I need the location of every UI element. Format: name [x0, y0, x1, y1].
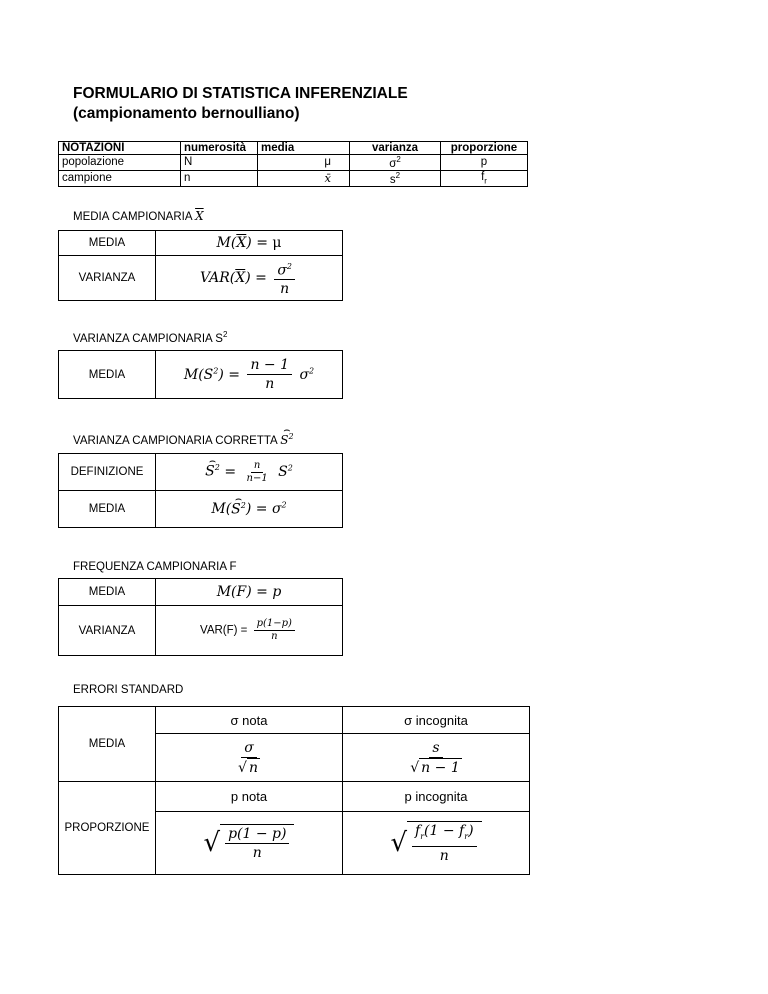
s-symbol: s: [389, 173, 396, 186]
errori-standard-table: [58, 706, 530, 875]
frequenza-campionaria-table: [58, 578, 343, 656]
table-row: [59, 606, 343, 656]
table-row: [59, 351, 343, 399]
row-label: MEDIA: [59, 579, 156, 606]
header-cell: proporzione: [441, 142, 528, 155]
formula-cell: [156, 231, 343, 256]
sigma-symbol: σ: [389, 157, 397, 170]
varianza-corretta-table: [58, 453, 343, 528]
section-media-campionaria: [73, 209, 204, 223]
header-cell: numerosità: [181, 142, 258, 155]
table-row: [59, 256, 343, 301]
notazioni-table: [58, 141, 528, 187]
section-heading: MEDIA CAMPIONARIA: [73, 211, 192, 223]
formula-cell: [156, 454, 343, 491]
formula-varianza: $VAR(\overline{X})$ = $\frac{\sigma^2}{n}$: [200, 270, 298, 286]
superscript: 2: [396, 155, 401, 164]
table-row: [59, 707, 530, 734]
section-heading: FREQUENZA CAMPIONARIA F: [73, 561, 237, 573]
formula-cell: [343, 734, 530, 782]
formula-cell: [343, 812, 530, 875]
table-cell: [350, 155, 441, 171]
formula-se-media-nota: $\frac{\sigma}{√ n}$: [238, 739, 258, 776]
sqrt-icon: √: [390, 828, 408, 858]
superscript: 2: [395, 170, 401, 180]
varianza-campionaria-table: [58, 350, 343, 399]
table-row: [59, 231, 343, 256]
formula-cell: [156, 579, 343, 606]
section-heading: VARIANZA CAMPIONARIA S: [73, 332, 223, 345]
formula-cell: [156, 812, 343, 875]
table-cell: campione: [59, 170, 181, 186]
page-title: [73, 84, 408, 124]
column-header: σ incognita: [343, 707, 530, 734]
x-bar-symbol: $\overline{X}$: [195, 209, 204, 223]
table-cell: n: [181, 170, 258, 186]
table-cell: N: [181, 155, 258, 171]
table-row: [59, 782, 530, 812]
sqrt-icon: √: [203, 828, 221, 858]
row-label: MEDIA: [59, 231, 156, 256]
formula-se-prop-nota: $\frac{p(1 - p)}{n}$: [220, 824, 294, 862]
table-row: [59, 454, 343, 491]
section-varianza-campionaria: [73, 330, 227, 345]
column-header: σ nota: [156, 707, 343, 734]
table-header-row: [59, 142, 528, 155]
row-label: VARIANZA: [59, 256, 156, 301]
subscript: r: [484, 176, 487, 186]
table-row: [59, 170, 528, 186]
table-row: [59, 491, 343, 528]
row-label: MEDIA: [59, 491, 156, 528]
table-cell: x̄: [258, 170, 350, 186]
row-label: MEDIA: [59, 707, 156, 782]
f-symbol: f: [481, 171, 485, 184]
formula-media: $M(\overline{X}) = \mu$: [216, 235, 282, 251]
table-row: [59, 155, 528, 171]
formula-varianza-f-prefix: VAR(F) =: [200, 624, 248, 637]
column-header: p nota: [156, 782, 343, 812]
row-label: DEFINIZIONE: [59, 454, 156, 491]
formula-media-corretta: M(⌢ $S^2) = \sigma^2$: [211, 501, 286, 517]
formula-definizione: ⌢ $S^2$ = $\frac{n}{n-1}$ $S^2$: [205, 464, 293, 480]
section-heading: VARIANZA CAMPIONARIA CORRETTA: [73, 435, 278, 447]
header-cell: media: [258, 142, 350, 155]
formula-cell: [156, 256, 343, 301]
title-line-1: FORMULARIO DI STATISTICA INFERENZIALE: [73, 85, 408, 102]
table-cell: p: [441, 155, 528, 171]
section-errori-standard: [73, 684, 183, 696]
formula-se-media-incognita: $\frac{s}{√ n - 1}$: [410, 739, 460, 776]
table-cell: [441, 170, 528, 186]
formula-se-prop-incognita: $\frac{f_r(1 - f_r)}{n}$: [407, 821, 482, 865]
formula-cell: [156, 491, 343, 528]
media-campionaria-table: [58, 230, 343, 301]
row-label: MEDIA: [59, 351, 156, 399]
table-cell: μ: [258, 155, 350, 171]
formula-varianza-f-fraction: $\frac{p(1-p)}{n}$: [254, 618, 295, 643]
table-cell: popolazione: [59, 155, 181, 171]
row-label: PROPORZIONE: [59, 782, 156, 875]
table-cell: [350, 170, 441, 186]
superscript: 2: [222, 330, 228, 339]
header-cell: NOTAZIONI: [59, 142, 181, 155]
header-cell: varianza: [350, 142, 441, 155]
row-label: VARIANZA: [59, 606, 156, 656]
column-header: p incognita: [343, 782, 530, 812]
section-heading: ERRORI STANDARD: [73, 684, 184, 696]
table-row: [59, 579, 343, 606]
formula-cell: [156, 734, 343, 782]
s-hat-symbol: ⌢ $S^2$: [280, 432, 293, 447]
formula-cell: [156, 351, 343, 399]
section-frequenza-campionaria: [73, 561, 237, 573]
formula-cell: [156, 606, 343, 656]
section-varianza-corretta: [73, 432, 294, 447]
formula-media-s2: $M(S^2)$ = $\frac{n - 1}{n}$ $\sigma^2$: [183, 357, 315, 392]
title-line-2: (campionamento bernoulliano): [73, 105, 300, 122]
formula-media-f: M(F) = p: [216, 584, 282, 600]
